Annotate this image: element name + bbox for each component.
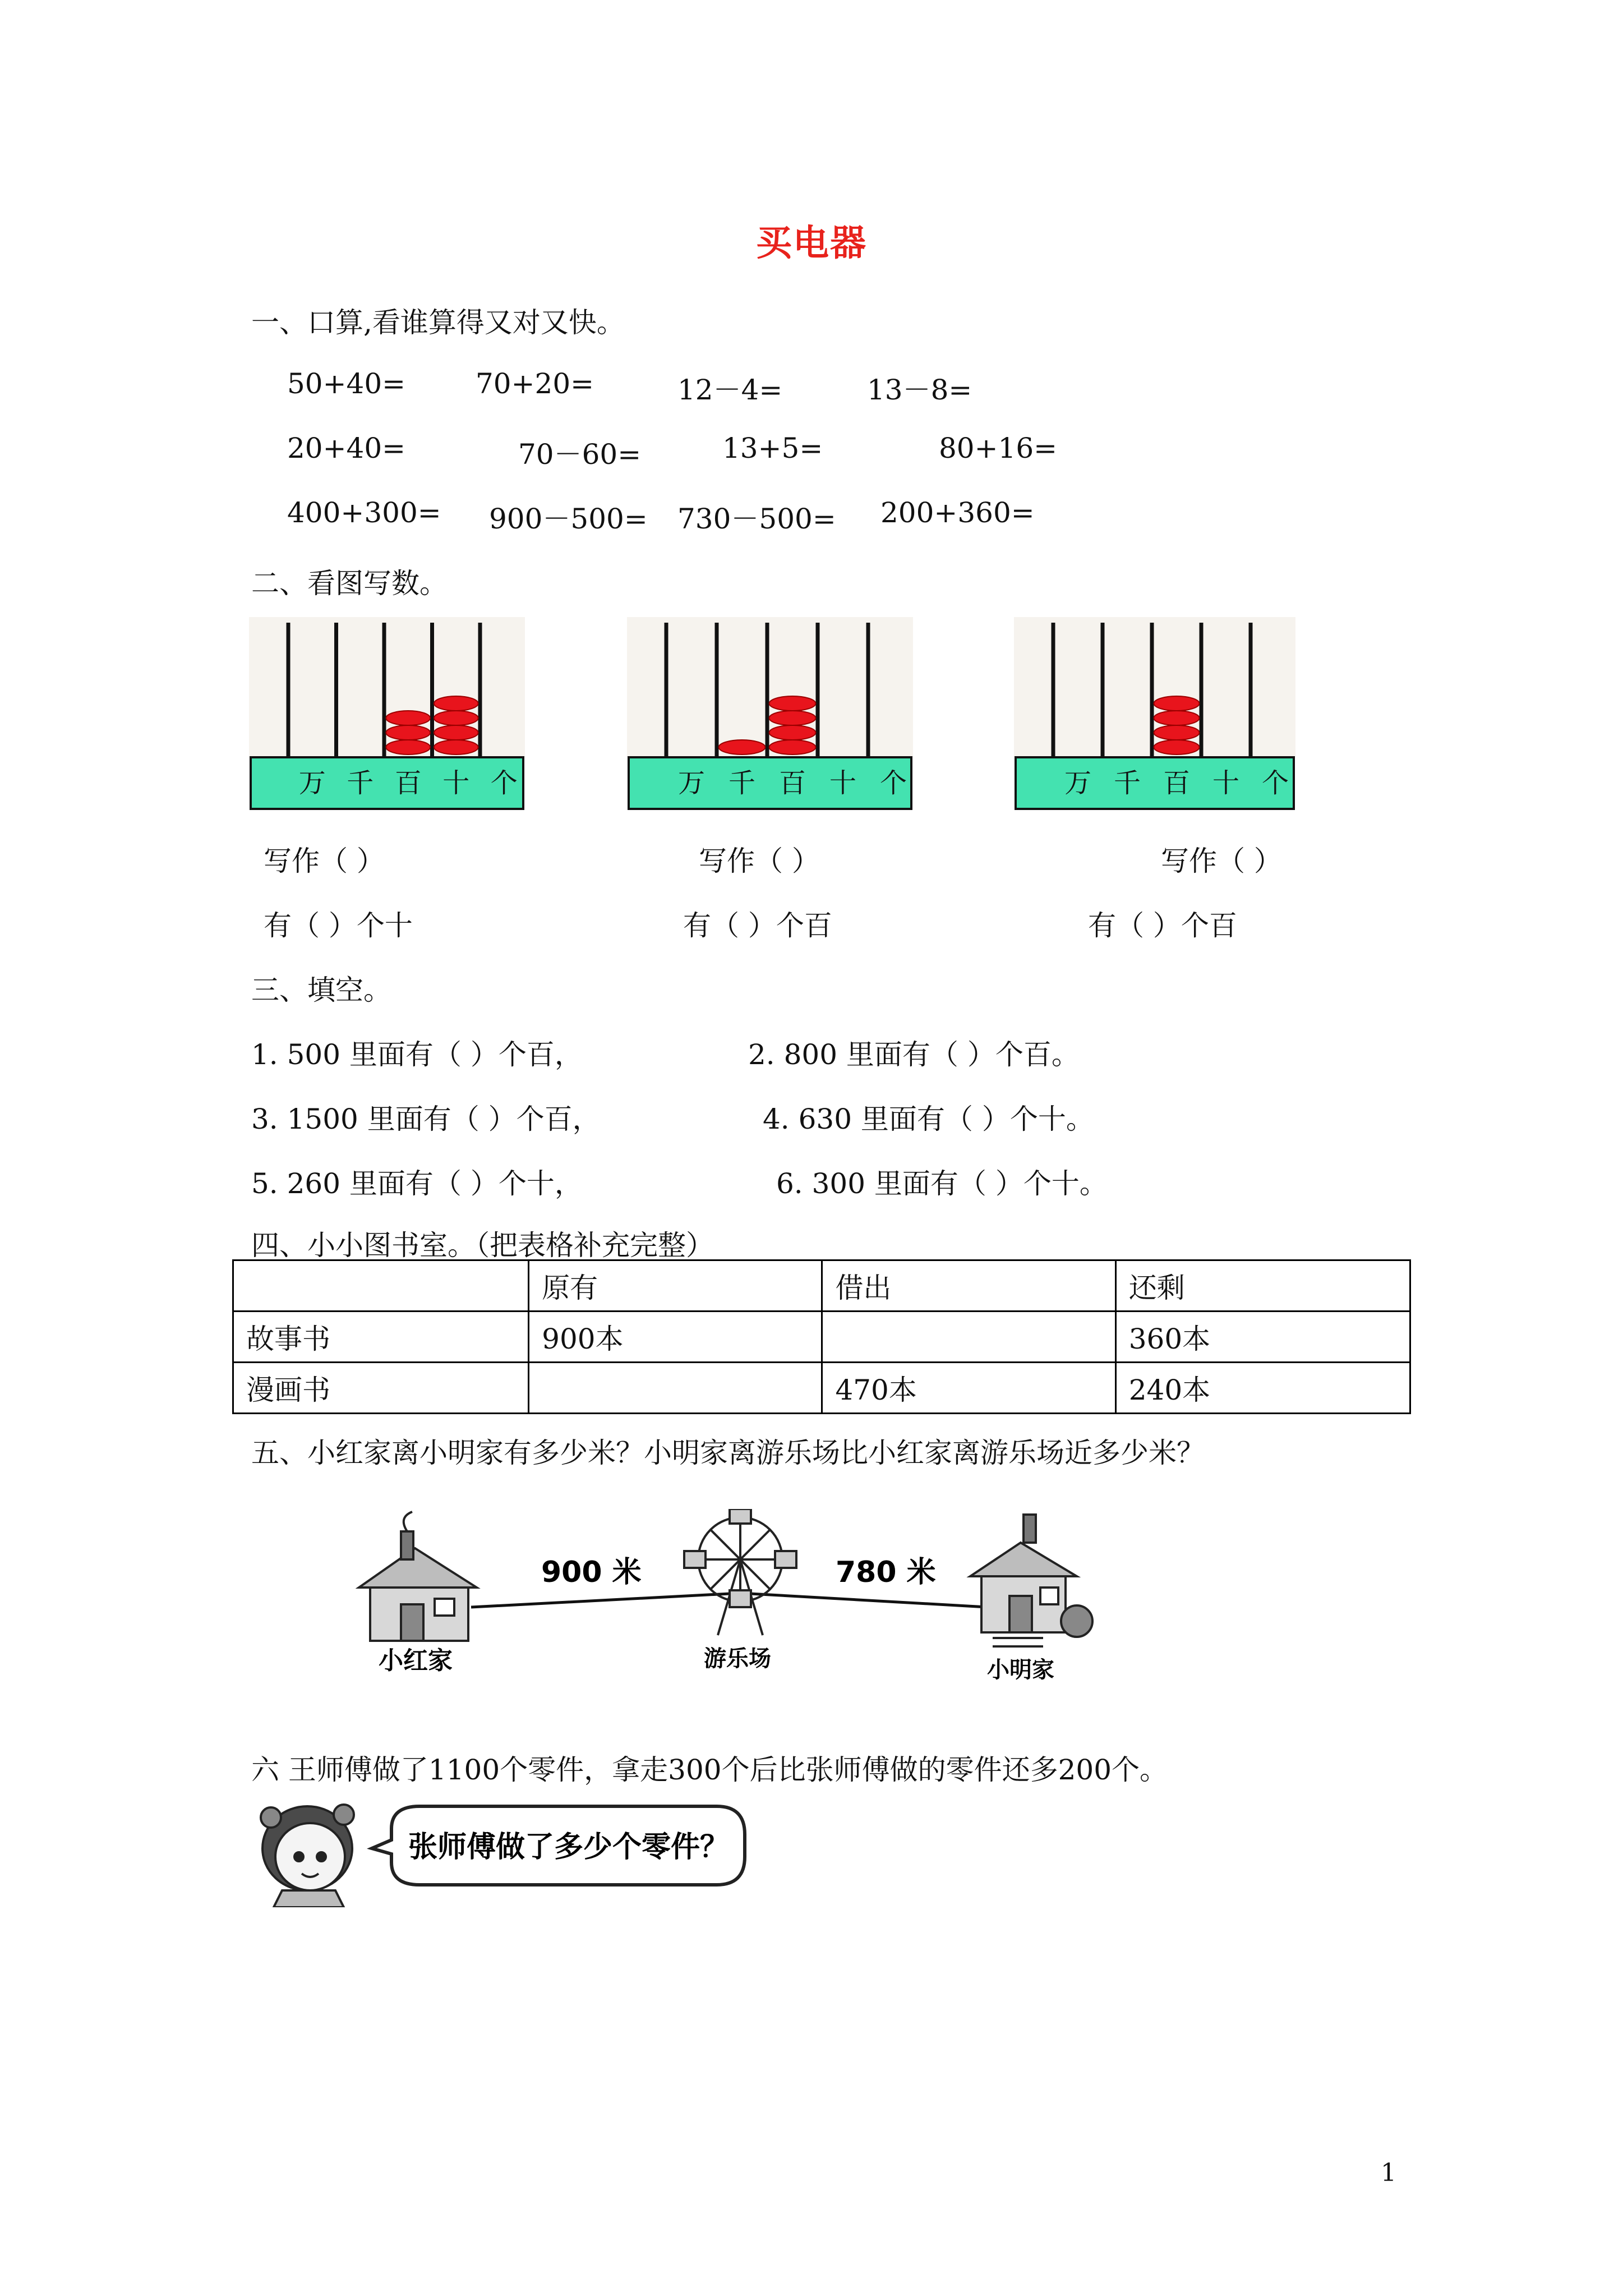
place-value-label: 千 <box>347 767 374 799</box>
abacus-bead <box>434 696 478 711</box>
girl-speech-illustration <box>251 1795 756 1907</box>
table-row <box>233 1363 1410 1414</box>
library-table <box>232 1259 1411 1414</box>
place-value-label: 万 <box>298 767 326 799</box>
abacus-bead <box>386 711 430 725</box>
abacus-bead <box>1154 740 1200 754</box>
house-left-label: 小红家 <box>379 1646 453 1675</box>
table-cell: 故事书 <box>233 1312 529 1363</box>
table-header-cell: 还剩 <box>1115 1260 1410 1312</box>
place-value-bar <box>251 757 523 809</box>
fill-blank-item: 3. 1500 里面有（ ）个百， <box>251 1103 601 1135</box>
distance-left-label: 900 米 <box>541 1556 642 1589</box>
calc-item: 730－500= <box>677 503 836 535</box>
calc-item: 80+16= <box>939 432 1058 464</box>
table-cell: 470本 <box>822 1363 1115 1414</box>
abacus-bead <box>434 740 478 754</box>
speech-bubble <box>372 1806 745 1885</box>
place-value-label: 十 <box>442 767 470 799</box>
page-number: 1 <box>1381 2159 1396 2187</box>
has-count-label: 有（ ）个百 <box>683 909 832 942</box>
calc-item: 70－60= <box>518 438 642 471</box>
table-cell: 240本 <box>1115 1363 1410 1414</box>
place-value-label: 千 <box>1113 767 1141 799</box>
abacus-figure <box>249 617 525 811</box>
calc-item: 13－8= <box>867 374 972 406</box>
place-value-label: 个 <box>490 767 518 799</box>
section2-heading: 二、看图写数。 <box>251 567 448 600</box>
house-right-label: 小明家 <box>987 1657 1054 1683</box>
write-as-label: 写作（ ） <box>1161 845 1282 877</box>
abacus-bead <box>1154 696 1200 711</box>
calc-item: 12－4= <box>677 374 783 406</box>
place-value-label: 百 <box>394 767 422 799</box>
fill-blank-item: 1. 500 里面有（ ）个百， <box>251 1038 583 1071</box>
abacus-bead <box>769 696 816 711</box>
table-cell: 360本 <box>1115 1312 1410 1363</box>
table-header-cell: 借出 <box>822 1260 1115 1312</box>
place-value-bar <box>1016 757 1294 809</box>
calc-item: 70+20= <box>476 367 594 400</box>
section3-heading: 三、填空。 <box>251 974 391 1006</box>
speech-bubble-text: 张师傅做了多少个零件？ <box>408 1830 730 1864</box>
place-value-label: 万 <box>1064 767 1092 799</box>
place-value-label: 十 <box>1212 767 1240 799</box>
table-row <box>233 1312 1410 1363</box>
abacus-bead <box>769 711 816 725</box>
calc-item: 900－500= <box>489 503 648 535</box>
table-cell: 900本 <box>529 1312 822 1363</box>
table-cell <box>822 1312 1115 1363</box>
table-header-cell <box>233 1260 529 1312</box>
write-as-label: 写作（ ） <box>699 845 820 877</box>
fill-blank-item: 5. 260 里面有（ ）个十， <box>251 1167 583 1200</box>
abacus-bead <box>434 725 478 740</box>
distance-illustration <box>348 1509 1122 1688</box>
abacus-bead <box>434 711 478 725</box>
fill-blank-item: 2. 800 里面有（ ）个百。 <box>748 1038 1080 1071</box>
abacus-bead <box>719 740 766 754</box>
table-cell <box>529 1363 822 1414</box>
place-value-label: 个 <box>1261 767 1289 799</box>
table-header-cell: 原有 <box>529 1260 822 1312</box>
page-title: 买电器 <box>756 222 867 264</box>
abacus-bead <box>769 740 816 754</box>
place-value-label: 十 <box>829 767 857 799</box>
house-right-icon <box>970 1515 1092 1646</box>
table-cell: 漫画书 <box>233 1363 529 1414</box>
place-value-bar <box>629 757 911 809</box>
distance-right-label: 780 米 <box>836 1556 936 1589</box>
girl-icon <box>261 1805 354 1907</box>
section1-heading: 一、口算,看谁算得又对又快。 <box>251 306 625 339</box>
abacus-panel <box>1014 617 1295 757</box>
abacus-bead <box>1154 711 1200 725</box>
calc-item: 20+40= <box>287 432 406 464</box>
has-count-label: 有（ ）个十 <box>264 909 413 942</box>
abacus-bead <box>386 725 430 740</box>
write-as-label: 写作（ ） <box>264 845 385 877</box>
abacus-bead <box>386 740 430 754</box>
section6-heading: 六 王师傅做了1100个零件，拿走300个后比张师傅做的零件还多200个。 <box>251 1754 1168 1786</box>
abacus-panel <box>249 617 525 757</box>
place-value-label: 万 <box>677 767 706 799</box>
calc-item: 200+360= <box>880 496 1035 529</box>
abacus-bead <box>1154 725 1200 740</box>
fill-blank-item: 4. 630 里面有（ ）个十。 <box>763 1103 1094 1135</box>
calc-item: 13+5= <box>722 432 823 464</box>
house-left-icon <box>359 1512 477 1641</box>
section5-heading: 五、小红家离小明家有多少米？小明家离游乐场比小红家离游乐场近多少米？ <box>251 1437 1205 1469</box>
table-header-row <box>233 1260 1410 1312</box>
fill-blank-item: 6. 300 里面有（ ）个十。 <box>776 1167 1108 1200</box>
has-count-label: 有（ ）个百 <box>1088 909 1237 942</box>
place-value-label: 百 <box>778 767 806 799</box>
abacus-figure <box>627 617 913 811</box>
ferris-wheel-icon <box>684 1509 796 1635</box>
park-label: 游乐场 <box>704 1646 771 1672</box>
place-value-label: 百 <box>1163 767 1191 799</box>
abacus-bead <box>769 725 816 740</box>
place-value-label: 个 <box>879 767 907 799</box>
place-value-label: 千 <box>728 767 756 799</box>
calc-item: 400+300= <box>287 496 441 529</box>
section4-heading: 四、小小图书室。（把表格补充完整） <box>251 1229 714 1262</box>
calc-item: 50+40= <box>287 367 406 400</box>
abacus-figure <box>1014 617 1295 811</box>
